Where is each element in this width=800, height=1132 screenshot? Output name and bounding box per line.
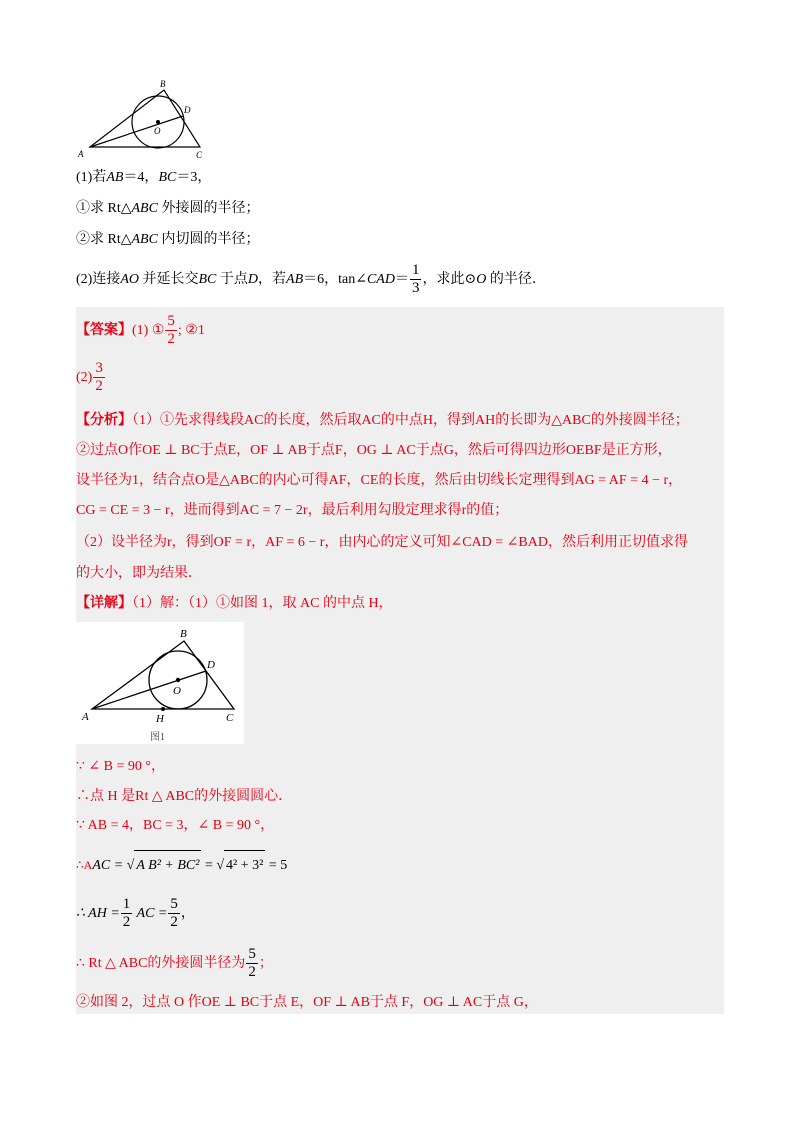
point-o: [176, 678, 180, 682]
detail-step2: ∴点 H 是Rt △ ABC的外接圆圆心．: [76, 789, 293, 804]
label-o: O: [173, 685, 181, 697]
analysis-line4: CG = CE = 3 − r，进而得到AC = 7 − 2r，最后利用勾股定理求得r的值；: [76, 503, 509, 518]
analysis-line6: 的大小，即为结果．: [76, 566, 202, 581]
question-part1a: ①求 Rt△ABC 外接圆的半径；: [76, 201, 260, 216]
detail-step1: ∵ ∠ B = 90 °，: [76, 759, 165, 774]
analysis-line5: （2）设半径为r，得到OF = r，AF = 6 − r，由内心的定义可知∠CAD = ∠BAD，然后利用正切值求得: [76, 535, 688, 550]
point-o: [156, 120, 160, 124]
detail-line1: 【详解】（1）解：（1）①如图 1，取 AC 的中点 H，: [76, 596, 393, 611]
question-part1b: ②求 Rt△ABC 内切圆的半径；: [76, 232, 260, 247]
fraction-one-third: $\frac{1}{3}$: [411, 262, 420, 297]
figure-1: [76, 622, 244, 744]
triangle-figure-1: [76, 622, 244, 744]
detail-step5: ∴ AH = $\frac{1}{2}$ AC = $\frac{5}{2}$ ，: [76, 896, 195, 931]
detail-step3: ∵ AB = 4，BC = 3，∠ B = 90 °，: [76, 818, 275, 833]
answer-line2: (2) $\frac{3}{2}$: [76, 360, 103, 395]
question-part2: (2)连接AO 并延长交BC 于点D，若AB＝6，tan∠CAD＝ $\frac{1}{3}$ ，求此⊙O 的半径．: [76, 262, 546, 297]
label-c: C: [226, 712, 234, 724]
label-b: B: [160, 79, 166, 89]
analysis-line2: ②过点O作OE ⊥ BC于点E，OF ⊥ AB于点F，OG ⊥ AC于点G，然后可得四边形OEBF是正方形，: [76, 443, 672, 458]
triangle-figure: [76, 76, 216, 162]
label-o: O: [154, 126, 161, 136]
label-h: H: [156, 713, 164, 725]
detail-step7: ②如图 2，过点 O 作OE ⊥ BC于点 E，OF ⊥ AB于点 F，OG ⊥ AC于点 G，: [76, 995, 538, 1010]
label-b: B: [180, 628, 187, 640]
label-a: A: [82, 711, 89, 723]
label-a: A: [78, 149, 84, 159]
detail-step4: ∴AAC = √ A B² + BC² = √ 4² + 3² = 5: [76, 850, 287, 881]
point-h: [161, 707, 165, 711]
line-ad: [90, 116, 183, 147]
analysis-line3: 设半径为1，结合点O是△ABC的内心可得AF，CE的长度，然后由切线长定理得到AG = AF = 4 − r，: [76, 473, 683, 488]
analysis-line1: 【分析】（1）①先求得线段AC的长度，然后取AC的中点H，得到AH的长即为△ABC的外接圆半径；: [76, 413, 689, 428]
label-d: D: [207, 659, 215, 671]
label-c: C: [196, 150, 203, 160]
answer-line1: 【答案】(1) ① $\frac{5}{2}$ ; ②1: [76, 313, 205, 348]
label-d: D: [184, 105, 191, 115]
triangle-abc: [92, 641, 234, 709]
question-part1: (1)若AB＝4，BC＝3，: [76, 170, 212, 185]
detail-step6: ∴ Rt △ ABC的外接圆半径为 $\frac{5}{2}$ ；: [76, 946, 273, 981]
figure-caption: 图1: [150, 732, 165, 743]
